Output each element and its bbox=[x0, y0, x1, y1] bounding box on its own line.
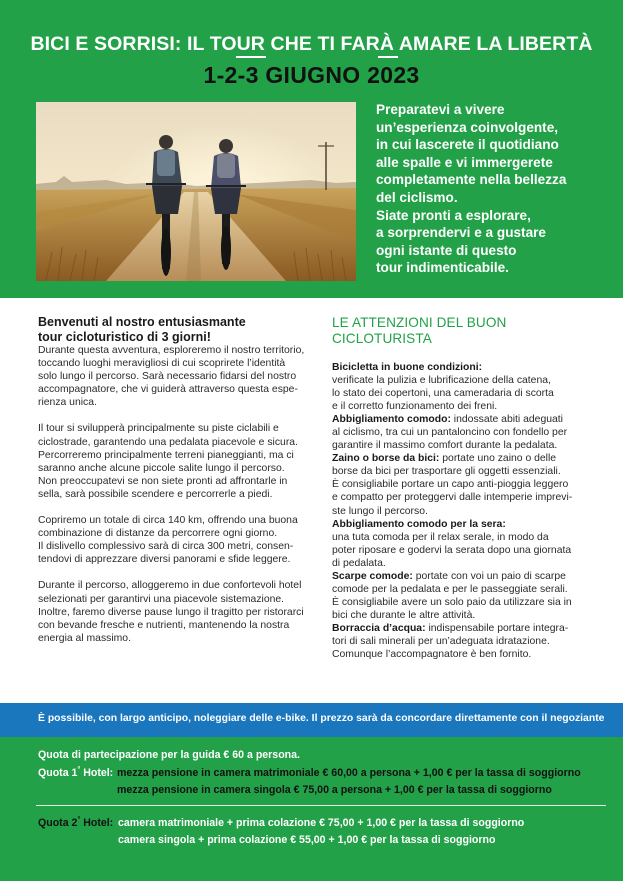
tip-text-line bbox=[332, 491, 602, 504]
text-line: selezionati per garantirvi una piacevole sistemazione. bbox=[38, 593, 285, 605]
tip-text-line bbox=[332, 426, 602, 439]
tip-heading-line bbox=[332, 361, 602, 374]
text-line: Inoltre, faremo diverse pause lungo il tragitto per ristorarci bbox=[38, 606, 304, 618]
tip-text-line bbox=[332, 505, 602, 518]
tip-heading: Borraccia d’acqua: bbox=[332, 622, 426, 634]
cyclists-photo bbox=[36, 102, 356, 281]
hotel1-option-single: mezza pensione in camera singola € 75,00 a persona + 1,00 € per la tassa di soggiorno bbox=[117, 784, 552, 796]
title-underline bbox=[236, 56, 266, 58]
text-line: Il tour si svilupperà principalmente su piste ciclabili e bbox=[38, 423, 279, 435]
tip-text-line bbox=[332, 387, 602, 400]
tip-text: indossate abiti adeguati bbox=[450, 414, 563, 426]
tip-text-line bbox=[332, 557, 602, 570]
text-line: tendovi di apprezzare diversi panorami e sfide leggere. bbox=[38, 554, 291, 566]
tip-heading-line bbox=[332, 570, 602, 583]
text-line: Non preoccupatevi se non siete pronti ad affrontarle in bbox=[38, 475, 288, 487]
intro-line: a sorprendervi e a gustare bbox=[376, 225, 546, 241]
tips-list bbox=[332, 361, 602, 661]
tip-heading-line bbox=[332, 622, 602, 635]
hotel2-label-text: Quota 2 bbox=[38, 817, 78, 829]
tip-text: portate uno zaino o delle bbox=[439, 453, 557, 465]
pricing-section bbox=[0, 737, 623, 881]
intro-line: in cui lascerete il quotidiano bbox=[376, 137, 559, 153]
welcome-heading bbox=[38, 315, 308, 344]
tip-text: comode per la pedalata e per le passeggiate serali. bbox=[332, 583, 568, 595]
tip-heading: Zaino o borse da bici: bbox=[332, 453, 440, 465]
intro-line: un’esperienza coinvolgente, bbox=[376, 119, 559, 135]
tips-heading: LE ATTENZIONI DEL BUON CICLOTURISTA bbox=[332, 315, 507, 346]
text-line: rienza unica. bbox=[38, 397, 97, 409]
tip-text: una tuta comoda per il relax serale, in modo da bbox=[332, 531, 549, 543]
text-line: toccando luoghi meravigliosi di cui scoprirete l’identità bbox=[38, 358, 286, 370]
hotel2-option-double: camera matrimoniale + prima colazione € 75,00 + 1,00 € per la tassa di soggiorno bbox=[118, 817, 525, 829]
text-line: combinazione di distanze da percorrere ogni giorno. bbox=[38, 528, 278, 540]
hotel2-ordinal: ° bbox=[77, 816, 81, 824]
tip-heading: Scarpe comode: bbox=[332, 570, 413, 582]
tip-text-line bbox=[332, 583, 602, 596]
tip-text: verificate la pulizia e lubrificazione della catena, bbox=[332, 375, 551, 387]
text-line: solo lungo il percorso. Sarà necessario fidarsi del nostro bbox=[38, 371, 297, 383]
event-date: 1-2-3 GIUGNO 2023 bbox=[203, 62, 420, 88]
tip-text-line bbox=[332, 648, 602, 661]
text-line: Il dislivello complessivo sarà di circa 300 metri, consen- bbox=[38, 541, 294, 553]
tip-text: bici che durante le altre attività. bbox=[332, 609, 476, 621]
pricing-divider bbox=[36, 805, 606, 806]
text-line: Percorreremo principalmente terreni pianeggianti, ma ci bbox=[38, 449, 294, 461]
hotel2-label-suffix: Hotel: bbox=[80, 817, 114, 829]
tip-text: ste lungo il percorso. bbox=[332, 505, 428, 517]
tip-text-line bbox=[332, 544, 602, 557]
tip-text-line bbox=[332, 439, 602, 452]
intro-line: completamente nella bellezza bbox=[376, 172, 567, 188]
tip-text-line bbox=[332, 400, 602, 413]
text-line: energia al massimo. bbox=[38, 632, 131, 644]
ebike-notice: È possibile, con largo anticipo, noleggiare delle e-bike. Il prezzo sarà da concordare direttamente con il negoziante bbox=[38, 713, 605, 724]
tip-text: di pedalata. bbox=[332, 557, 386, 569]
cyclist-tips bbox=[332, 315, 602, 661]
tip-heading-line bbox=[332, 413, 602, 426]
tip-text: poter riposare e godervi la serata dopo una giornata bbox=[332, 544, 572, 556]
text-line: ciclostrade, garantendo una pedalata piacevole e sicura. bbox=[38, 436, 298, 448]
tip-text: tori di sali minerali per un’adeguata idratazione. bbox=[332, 635, 550, 647]
page-title: BICI E SORRISI: IL TOUR CHE TI FARÀ AMARE LA LIBERTÀ bbox=[30, 33, 593, 55]
welcome-line: Benvenuti al nostro entusiasmante bbox=[38, 315, 246, 329]
text-line: Durante questa avventura, esploreremo il nostro territorio, bbox=[38, 345, 305, 356]
tip-heading-line bbox=[332, 518, 602, 531]
tour-description bbox=[38, 315, 308, 645]
welcome-line: tour cicloturistico di 3 giorni! bbox=[38, 329, 211, 344]
text-line: saranno anche alcune piccole salite lungo il percorso. bbox=[38, 462, 285, 474]
tip-text: portate con voi un paio di scarpe bbox=[412, 570, 566, 582]
hero-banner bbox=[0, 0, 623, 298]
tip-text: garantire il massimo comfort durante la pedalata. bbox=[332, 440, 558, 452]
intro-line: Siate pronti a esplorare, bbox=[376, 207, 531, 223]
tip-text: indispensabile portare integra- bbox=[425, 622, 569, 634]
tip-text: lo stato dei copertoni, una cameradaria di scorta bbox=[332, 388, 554, 400]
tip-text: Comunque l’accompagnatore è ben fornito. bbox=[332, 649, 532, 661]
tip-text-line bbox=[332, 596, 602, 609]
tip-text-line bbox=[332, 374, 602, 387]
intro-line: alle spalle e vi immergerete bbox=[376, 154, 553, 170]
paragraph-route bbox=[38, 422, 308, 501]
text-line: sella, sarà possibile scendere e percorrerle a piedi. bbox=[38, 488, 273, 500]
paragraph-intro bbox=[38, 344, 308, 409]
hotel2-option-single: camera singola + prima colazione € 55,00 + 1,00 € per la tassa di soggiorno bbox=[118, 834, 496, 846]
tip-text: È consigliabile portare un capo anti-pioggia leggero bbox=[332, 479, 569, 491]
hotel1-label-text: Quota 1 bbox=[38, 767, 78, 779]
tip-text: al ciclismo, tra cui un pantaloncino con fondello per bbox=[332, 427, 568, 439]
tip-text-line bbox=[332, 635, 602, 648]
text-line: con bevande fresche e nutrienti, mantenendo la nostra bbox=[38, 619, 290, 631]
tip-heading: Abbigliamento comodo: bbox=[332, 414, 451, 426]
intro-line: tour indimenticabile. bbox=[376, 260, 509, 276]
tip-heading: Abbigliamento comodo per la sera: bbox=[332, 518, 506, 530]
text-line: Copriremo un totale di circa 140 km, offrendo una buona bbox=[38, 515, 298, 527]
tip-heading: Bicicletta in buone condizioni: bbox=[332, 362, 483, 373]
text-line: Durante il percorso, alloggeremo in due confortevoli hotel bbox=[38, 580, 302, 592]
hotel1-label bbox=[38, 767, 113, 779]
hotel2-label bbox=[38, 817, 113, 829]
tip-text: e compatto per proteggervi dalle intemperie imprevi- bbox=[332, 492, 573, 504]
intro-line: del ciclismo. bbox=[376, 189, 458, 205]
guide-price: Quota di partecipazione per la guida € 60 a persona. bbox=[38, 749, 300, 761]
intro-line: ogni istante di questo bbox=[376, 242, 517, 258]
ebike-notice-band bbox=[0, 703, 623, 737]
hotel1-option-double: mezza pensione in camera matrimoniale € 60,00 a persona + 1,00 € per la tassa di soggiorno bbox=[117, 767, 581, 779]
hotel1-ordinal: ° bbox=[77, 766, 81, 774]
tip-text-line bbox=[332, 609, 602, 622]
hotel1-label-suffix: Hotel: bbox=[80, 767, 114, 779]
tip-text: e il corretto funzionamento dei freni. bbox=[332, 401, 498, 413]
tip-text-line bbox=[332, 478, 602, 491]
title-underline bbox=[378, 56, 398, 58]
paragraph-hotels bbox=[38, 579, 308, 644]
tip-heading-line bbox=[332, 452, 602, 465]
tip-text-line bbox=[332, 531, 602, 544]
intro-text bbox=[376, 101, 601, 277]
text-line: accompagnatore, che vi guiderà attraverso questa espe- bbox=[38, 384, 298, 396]
tip-text: È consigliabile avere un solo paio da utilizzare sia in bbox=[332, 596, 572, 608]
intro-line: Preparatevi a vivere bbox=[376, 102, 505, 117]
tip-text: borse da bici per trasportare gli oggetti essenziali. bbox=[332, 466, 561, 478]
tip-text-line bbox=[332, 465, 602, 478]
paragraph-distance bbox=[38, 514, 308, 566]
